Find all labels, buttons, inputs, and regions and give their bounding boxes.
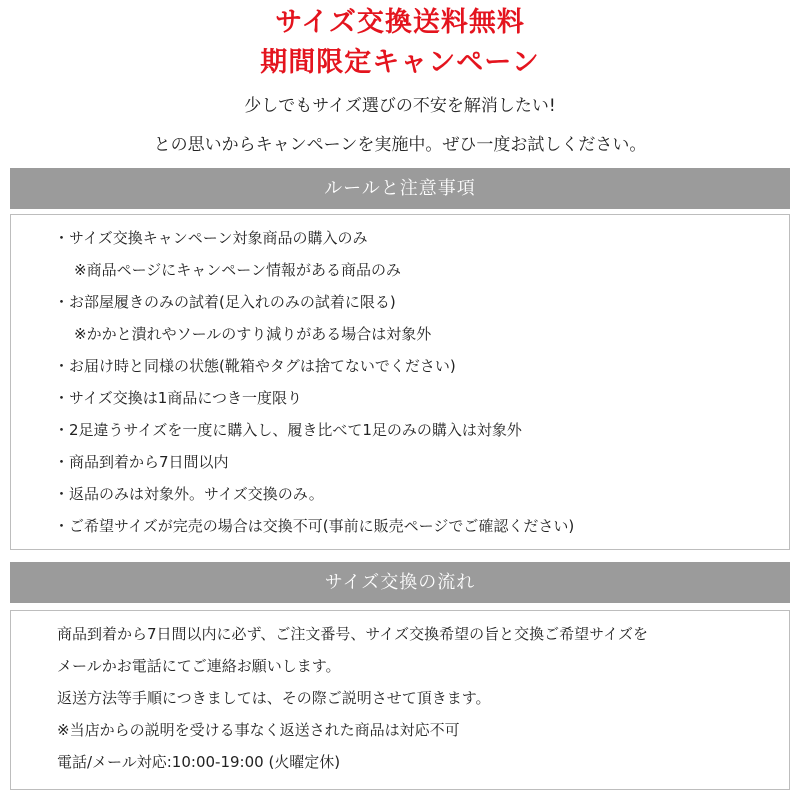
flow-line: メールかお電話にてご連絡お願いします。 — [57, 657, 341, 675]
contact-hours: 電話/メール対応:10:00-19:00 (火曜定休) — [57, 753, 341, 771]
rule-item: ・返品のみは対象外。サイズ交換のみ。 — [54, 485, 324, 503]
rule-item: ・サイズ交換は1商品につき一度限り — [54, 389, 303, 407]
rule-item: ・商品到着から7日間以内 — [54, 453, 229, 471]
rule-note: ※かかと潰れやソールのすり減りがある場合は対象外 — [74, 325, 432, 343]
intro-text-line2: との思いからキャンペーンを実施中。ぜひ一度お試しください。 — [153, 135, 647, 155]
campaign-headline-line2: 期間限定キャンペーン — [260, 47, 540, 78]
rule-item: ・2足違うサイズを一度に購入し、履き比べて1足のみの購入は対象外 — [54, 421, 522, 439]
campaign-headline-line1: サイズ交換送料無料 — [275, 7, 525, 38]
flow-box — [10, 610, 790, 790]
rule-note: ※商品ページにキャンペーン情報がある商品のみ — [74, 261, 401, 279]
flow-line: ※当店からの説明を受ける事なく返送された商品は対応不可 — [57, 721, 460, 739]
rule-item: ・サイズ交換キャンペーン対象商品の購入のみ — [54, 229, 368, 247]
rules-box — [10, 214, 790, 550]
rule-item: ・ご希望サイズが完売の場合は交換不可(事前に販売ページでご確認ください) — [54, 517, 575, 535]
rules-section-header: ルールと注意事項 — [10, 168, 790, 209]
flow-line: 商品到着から7日間以内に必ず、ご注文番号、サイズ交換希望の旨と交換ご希望サイズを — [57, 625, 648, 643]
intro-text-line1: 少しでもサイズ選びの不安を解消したい! — [244, 96, 556, 116]
flow-section-header: サイズ交換の流れ — [10, 562, 790, 603]
rule-item: ・お届け時と同様の状態(靴箱やタグは捨てないでください) — [54, 357, 456, 375]
flow-line: 返送方法等手順につきましては、その際ご説明させて頂きます。 — [57, 689, 491, 707]
rule-item: ・お部屋履きのみの試着(足入れのみの試着に限る) — [54, 293, 396, 311]
